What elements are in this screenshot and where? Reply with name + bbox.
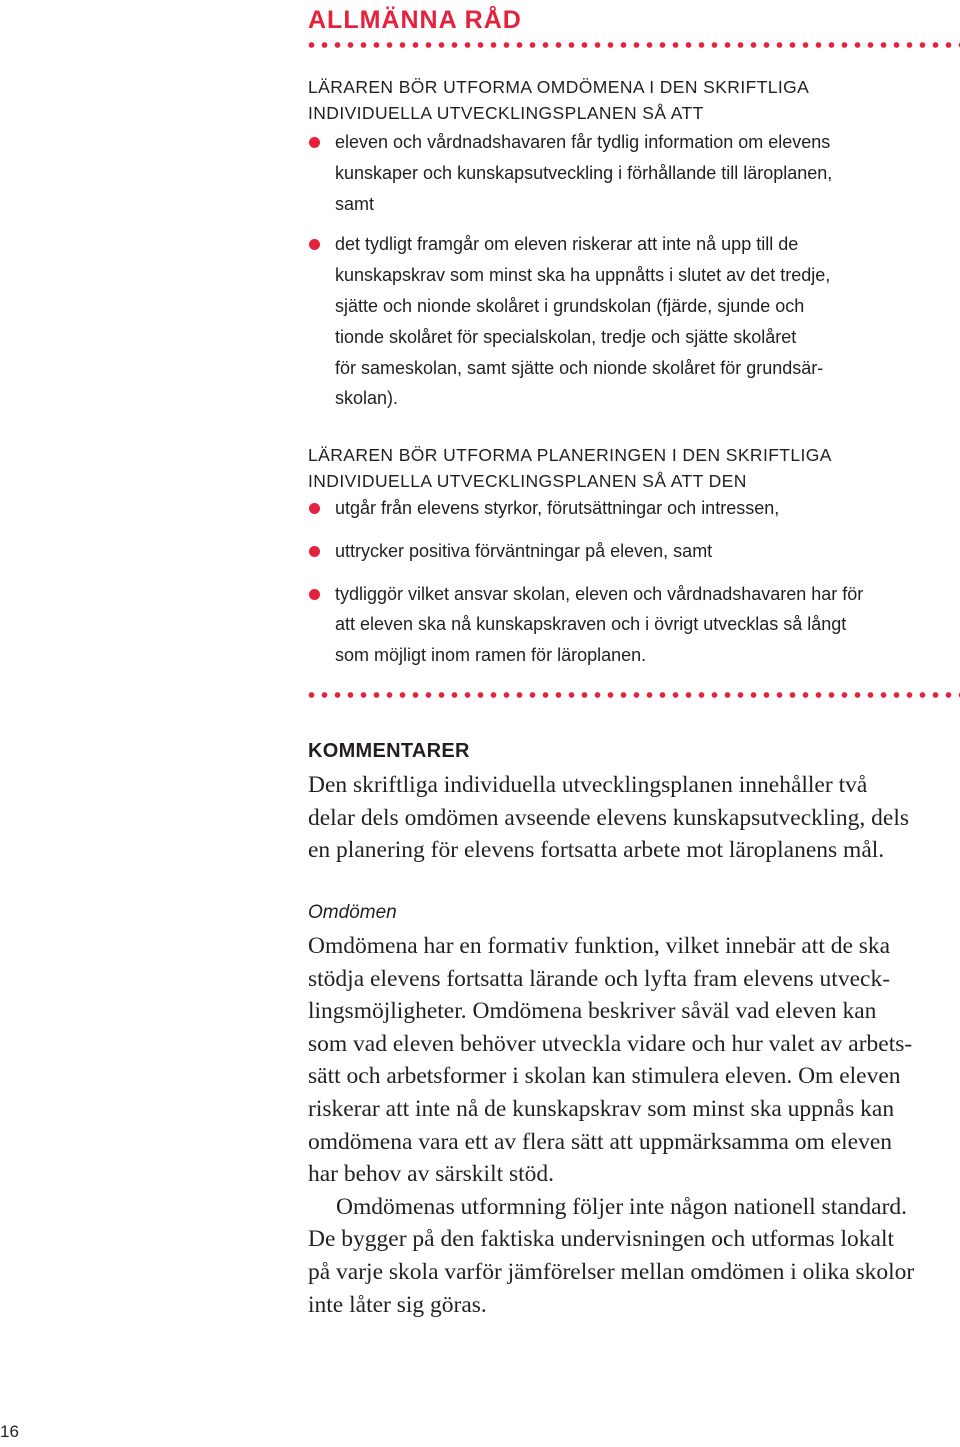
bullet-dot-icon: [309, 137, 320, 148]
bullet-dot-icon: [309, 503, 320, 514]
general-advice-heading: ALLMÄNNA RÅD: [308, 6, 522, 34]
list-item: [308, 127, 958, 219]
item-line: samt: [335, 193, 375, 214]
bullet-dot-icon: [309, 589, 320, 600]
item-line: att eleven ska nå kunskapskraven och i övrigt utvecklas så långt: [335, 614, 847, 635]
text-line: De bygger på den faktiska undervisningen och utformas lokalt: [308, 1226, 895, 1253]
text-line: lingsmöjligheter. Omdömena beskriver såväl vad eleven kan: [308, 998, 877, 1025]
item-line: eleven och vårdnadshavaren får tydlig information om elevens: [335, 132, 831, 152]
text-line: har behov av särskilt stöd.: [308, 1161, 555, 1188]
text-line: stödja elevens fortsatta lärande och lyfta fram elevens utveck-: [308, 965, 891, 992]
item-line: för sameskolan, samt sjätte och nionde skolåret för grundsär-: [335, 357, 824, 378]
text-line: en planering för elevens fortsatta arbete mot läroplanens mål.: [308, 837, 885, 864]
item-line: tionde skolåret för specialskolan, tredje och sjätte skolåret: [335, 326, 797, 347]
item-line: uttrycker positiva förväntningar på eleven, samt: [335, 540, 713, 561]
text-line: sätt och arbetsformer i skolan kan stimulera eleven. Om eleven: [308, 1063, 901, 1090]
lead-line: LÄRAREN BÖR UTFORMA OMDÖMENA I DEN SKRIFTLIGA: [308, 77, 810, 97]
page-number: 16: [0, 1422, 19, 1441]
section-lead: [308, 74, 958, 126]
text-line: delar dels omdömen avseende elevens kunskapsutveckling, dels: [308, 804, 910, 831]
text-line: som vad eleven behöver utveckla vidare och hur valet av arbets-: [308, 1030, 913, 1057]
item-line: som möjligt inom ramen för läroplanen.: [335, 645, 647, 666]
item-line: kunskapskrav som minst ska ha uppnåtts i slutet av det tredje,: [335, 265, 831, 286]
dotted-separator-bottom: [305, 691, 960, 699]
bullet-list: [308, 493, 958, 671]
lead-line: INDIVIDUELLA UTVECKLINGSPLANEN SÅ ATT: [308, 103, 704, 123]
lead-line: INDIVIDUELLA UTVECKLINGSPLANEN SÅ ATT DEN: [308, 471, 747, 491]
text-line: Omdömenas utformning följer inte någon nationell standard.: [336, 1193, 908, 1220]
bullet-dot-icon: [309, 239, 320, 250]
item-line: skolan).: [335, 388, 399, 409]
bullet-dot-icon: [309, 546, 320, 557]
bullet-list: [308, 127, 958, 414]
paragraph: [308, 1191, 956, 1321]
subheading-omdomen: Omdömen: [308, 902, 397, 923]
item-line: utgår från elevens styrkor, förutsättningar och intressen,: [335, 498, 780, 518]
item-line: kunskaper och kunskapsutveckling i förhållande till läroplanen,: [335, 162, 833, 183]
lead-line: LÄRAREN BÖR UTFORMA PLANERINGEN I DEN SKRIFTLIGA: [308, 445, 832, 465]
advice-section-assessments: [308, 74, 958, 414]
text-line: inte låter sig göras.: [308, 1291, 487, 1318]
list-item: [308, 229, 958, 414]
list-item: [308, 536, 958, 567]
advice-section-planning: [308, 442, 958, 671]
list-item: [308, 579, 958, 671]
item-line: sjätte och nionde skolåret i grundskolan (fjärde, sjunde och: [335, 295, 805, 316]
comments-intro: [308, 769, 956, 867]
comments-body: [308, 930, 956, 1321]
list-item: [308, 493, 958, 524]
text-line: på varje skola varför jämförelser mellan omdömen i olika skolor: [308, 1258, 915, 1285]
dotted-separator-top: [305, 41, 960, 49]
text-line: omdömena vara ett av flera sätt att uppmärksamma om eleven: [308, 1128, 893, 1155]
paragraph: [308, 930, 956, 1191]
item-line: det tydligt framgår om eleven riskerar att inte nå upp till de: [335, 234, 799, 255]
section-lead: [308, 442, 958, 494]
item-line: tydliggör vilket ansvar skolan, eleven och vårdnadshavaren har för: [335, 583, 864, 604]
text-line: Den skriftliga individuella utvecklingsplanen innehåller två: [308, 772, 868, 798]
text-line: riskerar att inte nå de kunskapskrav som minst ska uppnås kan: [308, 1095, 895, 1122]
comments-heading: KOMMENTARER: [308, 740, 470, 762]
text-line: Omdömena har en formativ funktion, vilket innebär att de ska: [308, 933, 891, 959]
